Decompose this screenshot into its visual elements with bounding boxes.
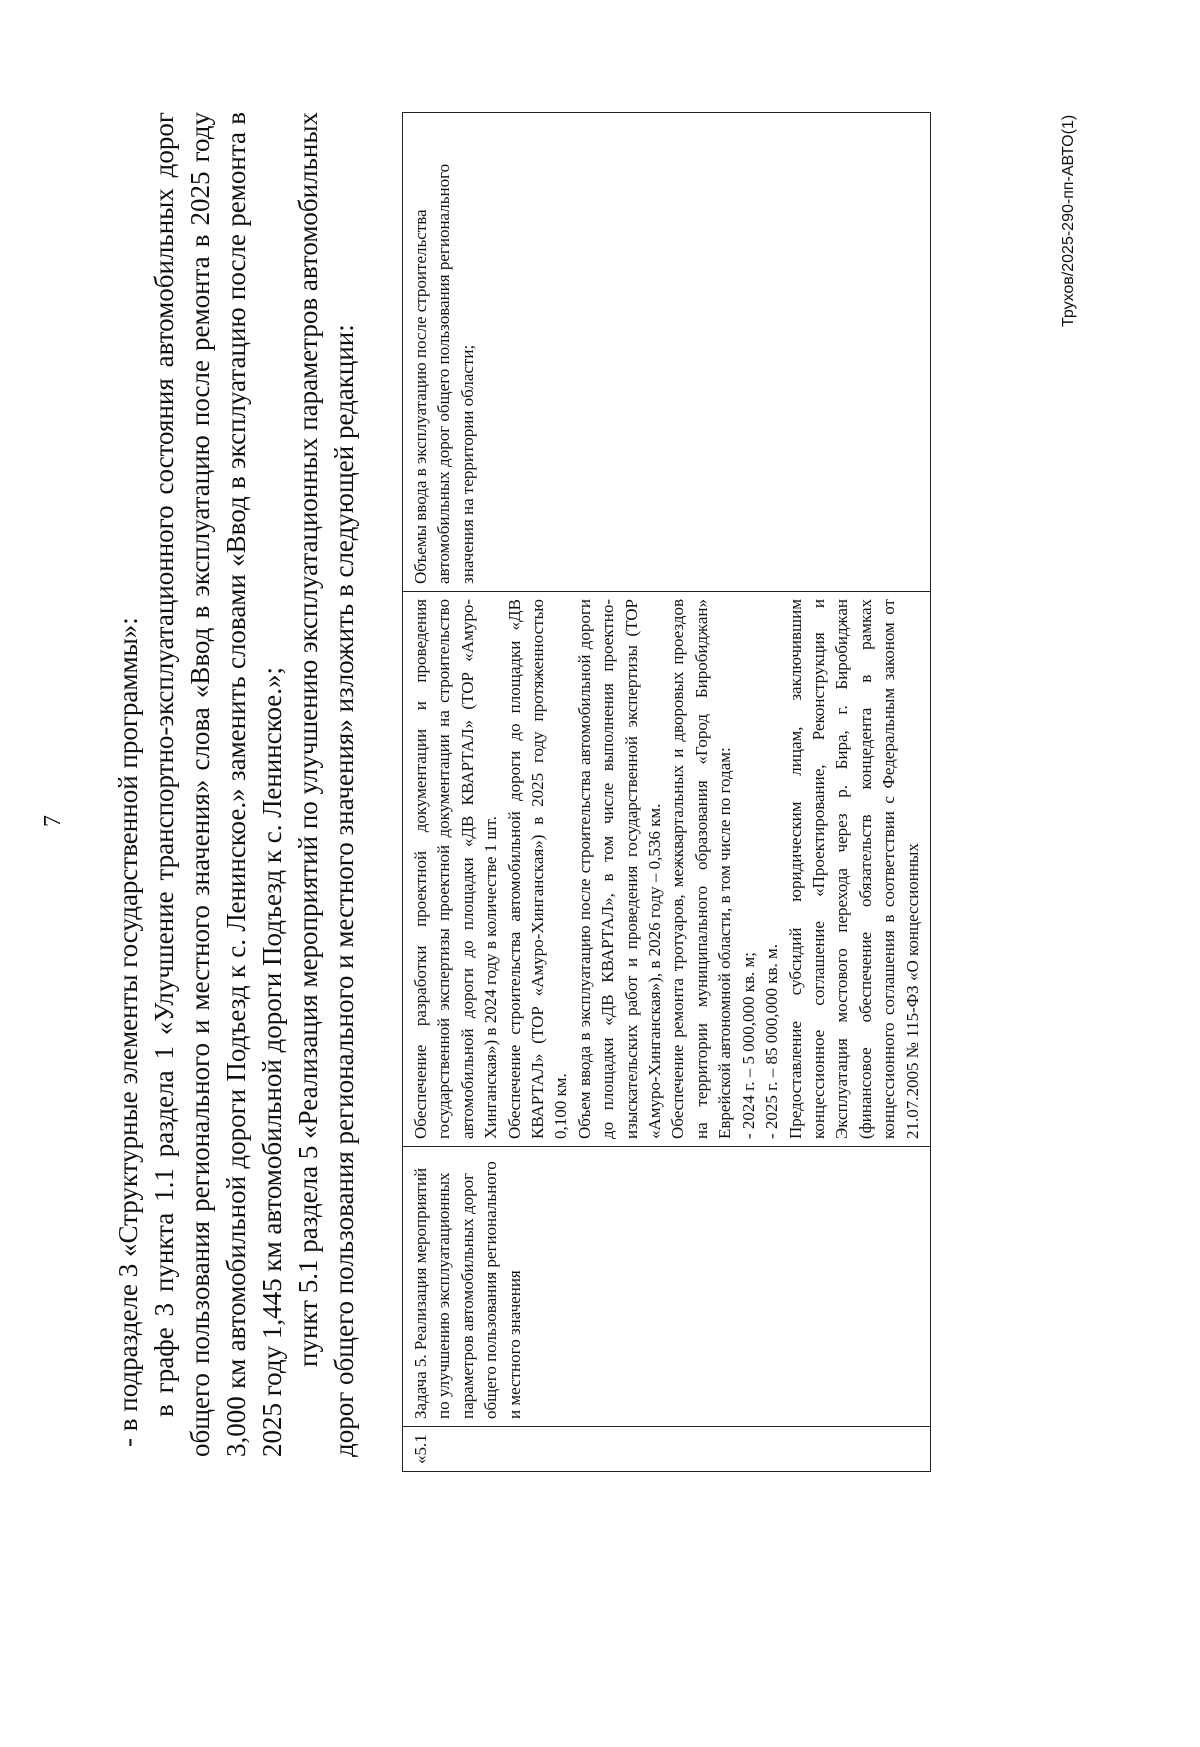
measure-item: - 2025 г. – 85 000,000 кв. м. bbox=[762, 943, 782, 1139]
result-cell: Объемы ввода в эксплуатацию после строительства автомобильных дорог общего пользования регионального значения на территории области; bbox=[403, 113, 931, 592]
intro-line-1: - в подразделе 3 «Структурные элементы государственной программы»: bbox=[113, 617, 143, 1447]
measure-item: Предоставление субсидий юридическим лицам, заключившим концессионное соглашение «Проектирование, Реконструкция и Эксплуатация мостового перехода через р. Бира, г. Биробиджан (финансовое обеспечение обязательств концедента в рамках концессионного соглашения в соответствии с Федеральным законом от 21.07.2005 № 115-ФЗ «О концессионных bbox=[785, 599, 922, 1139]
measure-item: Объем ввода в эксплуатацию после строительства автомобильной дороги до площадки «ДВ КВАРТАЛ», в том числе выполнения проектно-изыскательских работ и проведения государственной экспертизы (ТОР «Амуро-Хинганская»), в 2026 году – 0,536 км. bbox=[574, 599, 665, 1139]
intro-paragraph-2: в графе 3 пункта 1.1 раздела 1 «Улучшение транспортно-эксплуатационного состояния автомобильных дорог общего пользования регионального и местного значения» слова «Ввод в эксплуатацию после ремонта в 2025 году 3,000 км автомобильной дороги Подъезд к с. Ленинское.» заменить словами «Ввод в эксплуатацию после ремонта в 2025 году 1,445 км автомобильной дороги Подъезд к с. Ленинское.»; bbox=[149, 112, 287, 1457]
task-cell: Задача 5. Реализация мероприятий по улучшению эксплуатационных параметров автомобильных дорог общего пользования регионального и местного значения bbox=[403, 1147, 931, 1427]
intro-text bbox=[110, 112, 362, 1457]
measure-item: - 2024 г. – 5 000,000 кв. м; bbox=[738, 952, 758, 1139]
measure-item: Обеспечение ремонта тротуаров, межквартальных и дворовых проездов на территории муниципального образования «Город Биробиджан» Еврейской автономной области, в том числе по годам: bbox=[668, 599, 735, 1139]
measures-cell bbox=[403, 592, 931, 1147]
document-code: Трухов/2025-290-пп-АВТО(1) bbox=[1060, 114, 1077, 327]
intro-paragraph-3: пункт 5.1 раздела 5 «Реализация мероприятий по улучшению эксплуатационных параметров автомобильных дорог общего пользования регионального и местного значения» изложить в следующей редакции: bbox=[293, 112, 359, 1457]
page-number: 7 bbox=[40, 815, 66, 827]
program-table bbox=[402, 112, 931, 1472]
row-number-cell: «5.1 bbox=[403, 1427, 931, 1472]
measure-item: Обеспечение строительства автомобильной дороги до площадки «ДВ КВАРТАЛ» (ТОР «Амуро-Хинганская») в 2025 году протяженностью 0,100 км. bbox=[504, 599, 571, 1139]
measure-item: Обеспечение разработки проектной документации и проведения государственной экспертизы проектной документации на строительство автомобильной дороги до площадки «ДВ КВАРТАЛ» (ТОР «Амуро-Хинганская») в 2024 году в количестве 1 шт. bbox=[411, 599, 501, 1139]
table-row bbox=[403, 113, 931, 1472]
